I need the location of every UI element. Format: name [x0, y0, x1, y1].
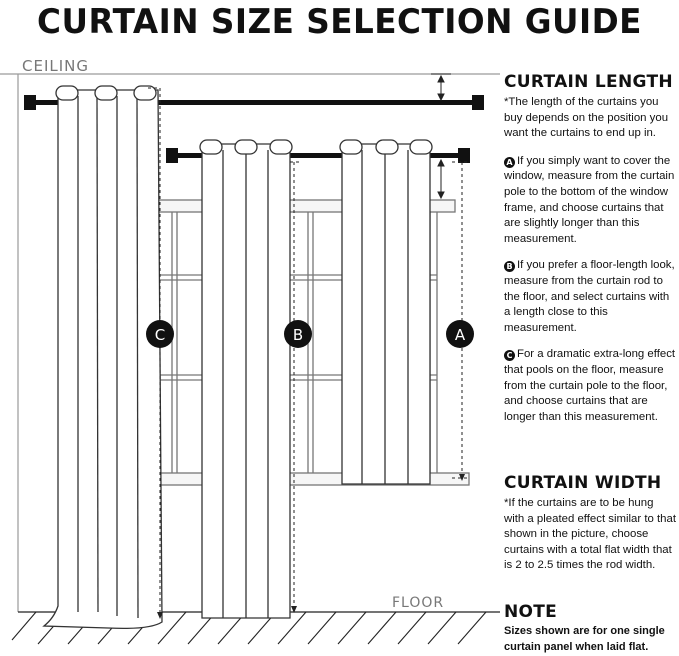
- option-b-body: If you prefer a floor-length look, measure from the curtain rod to the floor, and select curtains with a length close to this measurement.: [504, 259, 675, 334]
- note-text: Sizes shown are for one single curtain panel when laid flat.: [504, 625, 665, 653]
- option-b-text: [504, 258, 676, 336]
- floor-label: FLOOR: [392, 595, 445, 611]
- option-a-text: [504, 154, 676, 248]
- marker-a: [446, 320, 474, 348]
- curtain-length-section: [504, 72, 676, 425]
- curtain-c: [44, 86, 162, 628]
- option-a-body: If you simply want to cover the window, measure from the curtain pole to the bottom of the window frame, and choose curtains that are slightly longer than this measurement.: [504, 154, 675, 245]
- badge-b-icon: B: [504, 261, 515, 272]
- svg-text:A: A: [454, 326, 466, 344]
- badge-c-icon: C: [504, 350, 515, 361]
- svg-text:B: B: [292, 326, 304, 344]
- svg-text:C: C: [154, 326, 166, 344]
- option-c-body: For a dramatic extra-long effect that pools on the floor, measure from the curtain pole to the floor, and choose curtains that are longer than this measurement.: [504, 348, 676, 423]
- page-title: CURTAIN SIZE SELECTION GUIDE: [37, 2, 642, 42]
- curtain-width-section: [504, 473, 676, 574]
- note-heading: NOTE: [504, 602, 558, 622]
- note-section: [504, 602, 676, 655]
- curtain-a: [340, 140, 432, 484]
- ceiling-label: CEILING: [22, 57, 89, 75]
- curtain-b: [200, 140, 292, 618]
- curtain-width-text: *If the curtains are to be hung with a pleated effect similar to that shown in the picture, choose curtains with a total flat width that is 2 to 2.5 times the rod width.: [504, 497, 677, 572]
- curtain-width-heading: CURTAIN WIDTH: [504, 473, 662, 493]
- badge-a-icon: A: [504, 157, 515, 168]
- gap-arrows: [431, 74, 451, 198]
- option-c-text: [504, 347, 676, 425]
- marker-b: [284, 320, 312, 348]
- marker-c: [146, 320, 174, 348]
- curtain-length-heading: CURTAIN LENGTH: [504, 72, 673, 92]
- curtain-length-intro: *The length of the curtains you buy depends on the position you want the curtains to end up in.: [504, 96, 669, 140]
